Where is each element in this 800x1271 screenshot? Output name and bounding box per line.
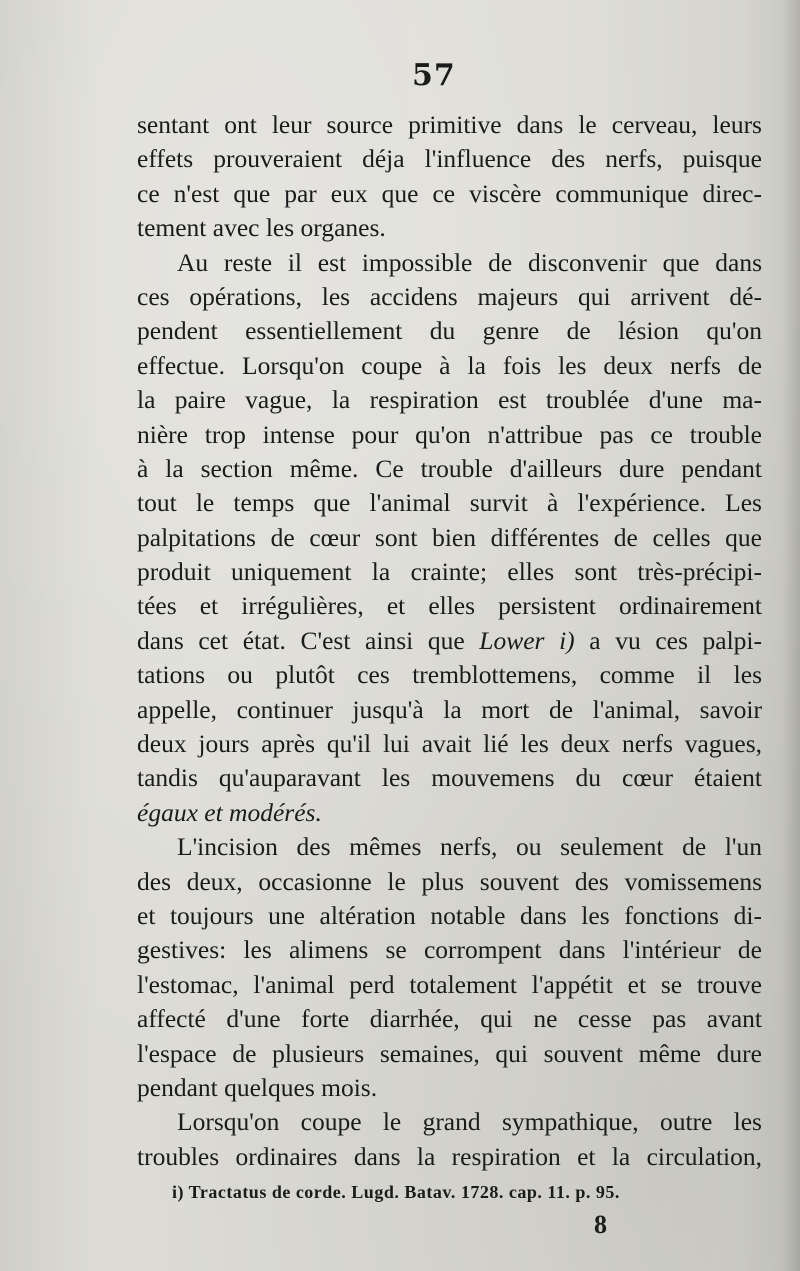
page-number: 57 [412,58,456,93]
text-line: tout le temps que l'animal survit à l'expérience. Les [137,488,762,518]
paragraph-start: Au reste il est impossible de disconvenir que dans [177,247,762,277]
text-line: ces opérations, les accidens majeurs qui arrivent dé- [137,281,762,311]
paragraph-start: L'incision des mêmes nerfs, ou seulement de l'un [177,832,762,862]
author-citation: Lower i) [479,625,575,655]
text-line: appelle, continuer jusqu'à la mort de l'animal, savoir [137,694,762,724]
text-line-italic [137,796,762,830]
text-line: tations ou plutôt ces tremblottemens, comme il les [137,660,762,690]
text-line: troubles ordinaires dans la respiration et la circulation, [137,1141,762,1171]
footnote: i) Tractatus de corde. Lugd. Batav. 1728. cap. 11. p. 95. [172,1182,620,1202]
text-line: sentant ont leur source primitive dans le cerveau, leurs [137,110,762,139]
text-line: produit uniquement la crainte; elles sont très-précipi- [137,557,762,587]
body-text [137,108,762,1174]
text-line: affecté d'une forte diarrhée, qui ne cesse pas avant [137,1004,762,1034]
text-line: effectue. Lorsqu'on coupe à la fois les deux nerfs de [137,350,762,380]
text-line: l'espace de plusieurs semaines, qui souvent même dure [137,1038,762,1068]
text-line: l'estomac, l'animal perd totalement l'appétit et se trouve [137,969,762,999]
text-line: la paire vague, la respiration est troublée d'une ma- [137,385,762,415]
text-line: effets prouveraient déja l'influence des nerfs, puisque [137,144,762,174]
signature-mark: 8 [594,1210,607,1239]
text-line: à la section même. Ce trouble d'ailleurs dure pendant [137,453,762,483]
text-line: tement avec les organes. [137,213,386,243]
text-line: pendant quelques mois. [137,1072,378,1102]
italic-phrase: égaux et modérés. [137,797,322,827]
text-line: tées et irrégulières, et elles persistent ordinairement [137,591,762,621]
page-edge-shadow [782,0,800,1271]
text-fragment: a vu ces palpi- [589,625,763,655]
text-fragment: dans cet état. C'est ainsi que [137,625,465,655]
text-line: ce n'est que par eux que ce viscère communique direc- [137,178,762,208]
text-line: tandis qu'auparavant les mouvemens du cœur étaient [137,763,762,793]
text-line: des deux, occasionne le plus souvent des vomissemens [137,866,762,896]
paragraph-start: Lorsqu'on coupe le grand sympathique, outre les [177,1107,762,1137]
text-line: deux jours après qu'il lui avait lié les deux nerfs vagues, [137,729,762,759]
text-line: palpitations de cœur sont bien différentes de celles que [137,522,762,552]
text-line: et toujours une altération notable dans les fonctions di- [137,900,762,930]
text-line: gestives: les alimens se corrompent dans l'intérieur de [137,935,762,965]
text-line: pendent essentiellement du genre de lésion qu'on [137,316,762,346]
text-line: nière trop intense pour qu'on n'attribue pas ce trouble [137,419,762,449]
text-line-with-citation [137,624,762,658]
